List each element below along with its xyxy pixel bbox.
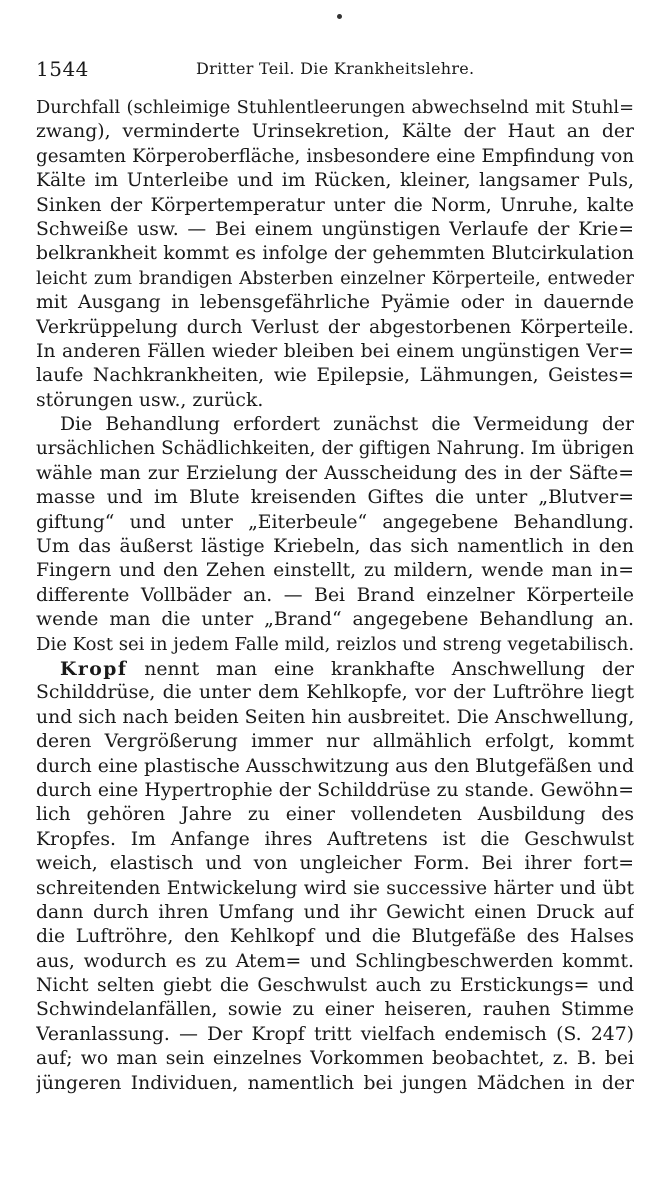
text-line: Um das äußerst lästige Kriebeln, das sich namentlich in den — [36, 536, 634, 558]
text-line: Schilddrüse, die unter dem Kehlkopfe, vor der Luftröhre liegt — [36, 682, 634, 704]
text-line: giftung“ und unter „Eiterbeule“ angegebene Behandlung. — [36, 511, 634, 533]
page-number: 1544 — [36, 57, 89, 81]
text-line: Schweiße usw. — Bei einem ungünstigen Verlaufe der Krie= — [36, 218, 634, 240]
text-line: mit Ausgang in lebensgefährliche Pyämie oder in dauernde — [36, 292, 634, 314]
text-line: Sinken der Körpertemperatur unter die Norm, Unruhe, kalte — [36, 194, 634, 216]
book-page — [36, 0, 634, 1200]
text-run: nennt man eine krankhafte Anschwellung der — [127, 658, 634, 680]
text-line: weich, elastisch und von ungleicher Form. Bei ihrer fort= — [36, 853, 634, 875]
text-line: die Luftröhre, den Kehlkopf und die Blutgefäße des Halses — [36, 926, 634, 948]
running-head: Dritter Teil. Die Krankheitslehre. — [196, 59, 475, 78]
text-line: leicht zum brandigen Absterben einzelner Körperteile, entweder — [36, 267, 634, 289]
text-line: Verkrüppelung durch Verlust der abgestorbenen Körperteile. — [36, 316, 634, 338]
print-mark — [337, 14, 342, 19]
text-line: ursächlichen Schädlichkeiten, der giftigen Nahrung. Im übrigen — [36, 438, 634, 460]
text-line: Die Kost sei in jedem Falle mild, reizlos und streng vegetabilisch. — [36, 633, 634, 655]
text-line: aus, wodurch es zu Atem= und Schlingbeschwerden kommt. — [36, 950, 634, 972]
paragraph — [36, 657, 634, 1096]
text-line: schreitenden Entwickelung wird sie successive härter und übt — [36, 877, 634, 899]
text-line: zwang), verminderte Urinsekretion, Kälte der Haut an der — [36, 121, 634, 143]
text-line: auf; wo man sein einzelnes Vorkommen beobachtet, z. B. bei — [36, 1048, 634, 1070]
text-line: deren Vergrößerung immer nur allmählich erfolgt, kommt — [36, 731, 634, 753]
page-header — [36, 55, 634, 85]
text-line: belkrankheit kommt es infolge der gehemmten Blutcirkulation — [36, 243, 634, 265]
text-line: laufe Nachkrankheiten, wie Epilepsie, Lähmungen, Geistes= — [36, 365, 634, 387]
text-line: In anderen Fällen wieder bleiben bei einem ungünstigen Ver= — [36, 340, 634, 362]
text-line: Durchfall (schleimige Stuhlentleerungen abwechselnd mit Stuhl= — [36, 97, 634, 118]
text-line: Schwindelanfällen, sowie zu einer heiseren, rauhen Stimme — [36, 999, 634, 1021]
text-line: durch eine Hypertrophie der Schilddrüse zu stande. Gewöhn= — [36, 779, 634, 801]
text-line: Fingern und den Zehen einstellt, zu mildern, wende man in= — [36, 560, 634, 582]
keyword-heading: Kropf — [60, 657, 128, 680]
body-text — [36, 96, 634, 1096]
paragraph — [36, 413, 634, 657]
text-line: Kälte im Unterleibe und im Rücken, kleiner, langsamer Puls, — [36, 170, 634, 192]
text-line: Kropfes. Im Anfange ihres Auftretens ist die Geschwulst — [36, 828, 634, 850]
text-line: differente Vollbäder an. — Bei Brand einzelner Körperteile — [36, 584, 634, 606]
text-line: gesamten Körperoberfläche, insbesondere eine Empfindung von — [36, 145, 634, 167]
text-line: wähle man zur Erzielung der Ausscheidung des in der Säfte= — [36, 462, 634, 484]
text-line — [36, 657, 634, 681]
text-line: Die Behandlung erfordert zunächst die Vermeidung der — [60, 414, 634, 436]
text-line: Veranlassung. — Der Kropf tritt vielfach endemisch (S. 247) — [36, 1023, 634, 1045]
text-line: störungen usw., zurück. — [36, 389, 264, 411]
text-line: dann durch ihren Umfang und ihr Gewicht einen Druck auf — [36, 901, 634, 923]
text-line: masse und im Blute kreisenden Giftes die unter „Blutver= — [36, 487, 634, 509]
text-line: Nicht selten giebt die Geschwulst auch zu Erstickungs= und — [36, 975, 634, 997]
text-line: lich gehören Jahre zu einer vollendeten Ausbildung des — [36, 804, 634, 826]
text-line: jüngeren Individuen, namentlich bei jungen Mädchen in der — [36, 1072, 634, 1094]
text-line: und sich nach beiden Seiten hin ausbreitet. Die Anschwellung, — [36, 706, 634, 728]
paragraph — [36, 96, 634, 413]
text-line: durch eine plastische Ausschwitzung aus den Blutgefäßen und — [36, 755, 634, 777]
text-line: wende man die unter „Brand“ angegebene Behandlung an. — [36, 609, 634, 631]
